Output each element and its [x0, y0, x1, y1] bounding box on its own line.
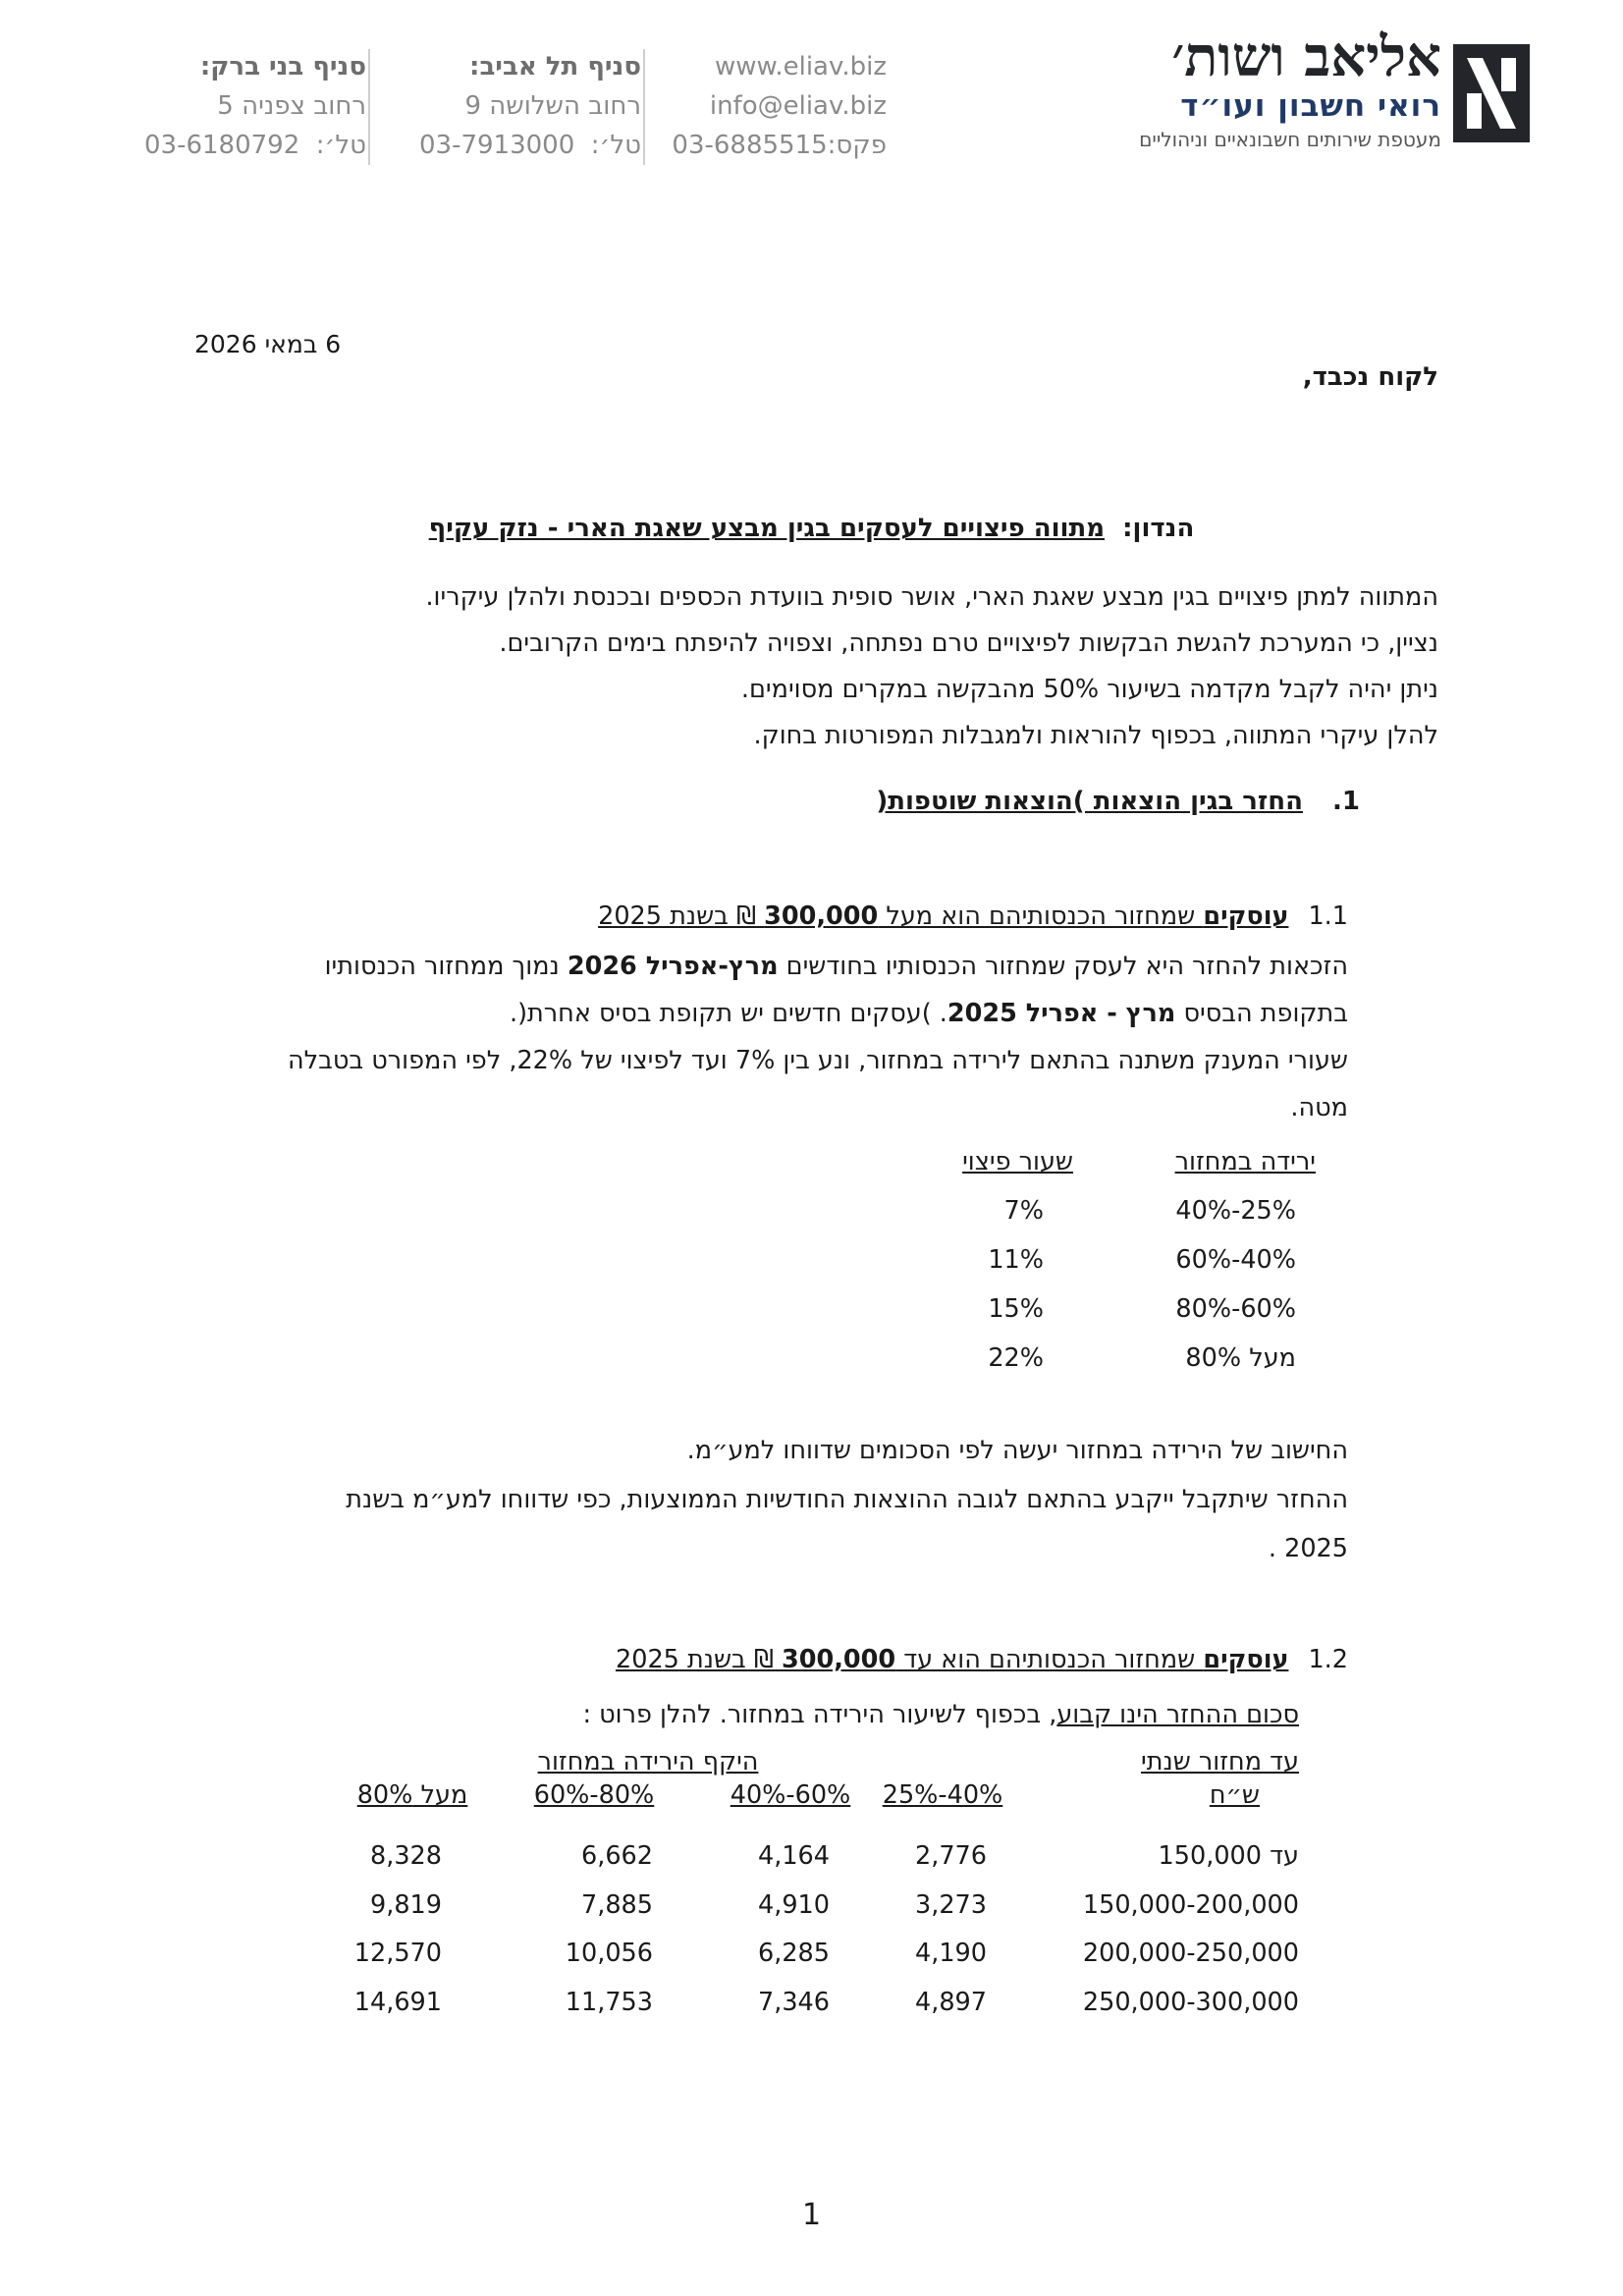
tel-aviv-street: רחוב השלושה 9: [464, 91, 641, 121]
table-cell: 9,819: [369, 1889, 442, 1920]
tel-aviv-phone-line: [419, 126, 641, 165]
table-cell: עד 150,000: [1158, 1841, 1299, 1871]
body-line: 2025 .: [1268, 1534, 1348, 1563]
table-cell: 4,910: [757, 1889, 830, 1920]
table2-col-header: [349, 1778, 476, 1812]
table-cell: 150,000-200,000: [1082, 1889, 1299, 1920]
table-cell: מעל 80%: [1185, 1343, 1296, 1373]
heading-bold: עוסקים: [1203, 1645, 1289, 1674]
table-cell: 40%-60%: [1175, 1245, 1296, 1275]
text: בתקופת הבסיס: [1175, 999, 1348, 1028]
table-cell: 11,753: [565, 1987, 653, 2017]
table1-header: שעור פיצוי: [962, 1147, 1073, 1176]
firm-tagline: מעטפת שירותים חשבונאיים וניהוליים: [1139, 128, 1441, 151]
table-cell: 200,000-250,000: [1082, 1939, 1299, 1968]
contact-divider: [368, 49, 370, 165]
table-cell: 60%-80%: [1175, 1294, 1296, 1324]
table2-turnover-column: [1083, 1832, 1299, 2027]
website-link[interactable]: www.eliav.biz: [714, 52, 887, 82]
subject-line: [0, 511, 1623, 546]
heading-text: ₪ בשנת 2025: [598, 902, 765, 931]
text: הזכאות להחזר היא לעסק שמחזור הכנסותיו בחודשים: [778, 952, 1348, 981]
text: . )עסקים חדשים יש תקופת בסיס אחרת(.: [509, 999, 947, 1028]
tel-aviv-phone: 03-7913000: [419, 131, 575, 160]
contact-bnei-brak: [144, 47, 366, 165]
calculation-notes: [346, 1426, 1348, 1573]
table-cell: 7%: [1003, 1196, 1044, 1226]
bold-text: מרץ - אפריל 2025: [947, 999, 1176, 1028]
body-line: מטה.: [1290, 1093, 1348, 1122]
bnei-brak-branch-title: סניף בני ברק:: [199, 52, 366, 82]
heading-text: שמחזור הכנסותיהם הוא מעל: [878, 902, 1204, 931]
tel-aviv-phone-label: טל׳:: [590, 131, 641, 160]
heading-amount: 300,000: [764, 902, 879, 931]
table2-turnover-header: [1141, 1745, 1299, 1812]
fixed-amount-note: [582, 1697, 1299, 1732]
underlined-text: סכום ההחזר הינו קבוע: [1056, 1700, 1299, 1729]
firm-logo-mark: [1453, 44, 1530, 142]
table2-value-column: [354, 1832, 442, 2027]
subsection-number: 1.2: [1308, 1645, 1348, 1674]
section-title: החזר בגין הוצאות )הוצאות שוטפות(: [876, 787, 1304, 816]
header-text: 60%-80%: [533, 1780, 655, 1810]
bnei-brak-phone-label: טל׳:: [315, 131, 366, 160]
subject-text: מתווה פיצויים לעסקים בגין מבצע שאגת הארי - נזק עקיף: [428, 514, 1106, 543]
table2-value-column: [566, 1832, 653, 2027]
heading-text: שמחזור הכנסותיהם הוא עד: [895, 1645, 1204, 1674]
table-cell: 10,056: [565, 1939, 653, 1968]
subsection-1-1-body: [189, 943, 1348, 1131]
contact-divider: [643, 49, 645, 165]
table-cell: 250,000-300,000: [1082, 1987, 1299, 2017]
table-cell: 2,776: [914, 1841, 987, 1871]
table2-col-header: [879, 1778, 1006, 1812]
header-text: עד מחזור שנתי: [1141, 1747, 1299, 1777]
table1-drop-column: [1119, 1137, 1316, 1383]
table-cell: 25%-40%: [1175, 1196, 1296, 1226]
subsection-number: 1.1: [1308, 902, 1348, 931]
table1-rate-column: [877, 1137, 1073, 1383]
intro-line: ניתן יהיה לקבל מקדמה בשיעור 50% מהבקשה במקרים מסוימים.: [740, 675, 1438, 704]
intro-line: להלן עיקרי המתווה, בכפוף להוראות ולמגבלות המפורטות בחוק.: [753, 721, 1438, 750]
table1-header: ירידה במחזור: [1174, 1147, 1316, 1176]
header-text: ש״ח: [1209, 1780, 1260, 1810]
intro-line: המתווה למתן פיצויים בגין מבצע שאגת הארי, אושר סופית בוועדת הכספים ובכנסת ולהלן עיקריו.: [425, 582, 1438, 612]
body-line: ההחזר שיתקבל ייקבע בהתאם לגובה ההוצאות החודשיות הממוצעות, כפי שדווחו למע״מ בשנת: [346, 1485, 1348, 1514]
table2-col-header: [530, 1778, 658, 1812]
intro-line: נציין, כי המערכת להגשת הבקשות לפיצויים טרם נפתחה, וצפויה להיפתח בימים הקרובים.: [499, 629, 1438, 658]
header-text: 25%-40%: [882, 1780, 1003, 1810]
table-cell: 3,273: [914, 1889, 987, 1920]
table-cell: 22%: [988, 1343, 1044, 1373]
table-cell: 11%: [988, 1245, 1044, 1275]
tel-aviv-branch-title: סניף תל אביב:: [469, 52, 641, 82]
text: , בכפוף לשיעור הירידה במחזור. להלן פרוט :: [582, 1700, 1057, 1729]
firm-name: אליאב ושות׳: [1171, 25, 1441, 89]
email-link[interactable]: info@eliav.biz: [709, 91, 887, 121]
header-text: 40%-60%: [730, 1780, 851, 1810]
table-cell: 4,190: [914, 1939, 987, 1968]
section-number: 1.: [1332, 787, 1360, 816]
body-line: שעורי המענק משתנה בהתאם לירידה במחזור, ונע בין 7% ועד לפיצוי של 22%, לפי המפורט בטבלה: [287, 1046, 1348, 1075]
page-number: 1: [801, 2198, 822, 2232]
contact-online: [672, 47, 887, 165]
header-text: מעל 80%: [356, 1780, 468, 1810]
table-cell: 8,328: [369, 1841, 442, 1871]
table2-group-header: היקף הירידה במחזור: [537, 1747, 759, 1777]
heading-amount: 300,000: [782, 1645, 896, 1674]
table-cell: 4,897: [914, 1987, 987, 2017]
table2-value-column: [758, 1832, 830, 2027]
table-cell: 12,570: [353, 1939, 442, 1968]
subsection-1-2-heading: [616, 1642, 1348, 1677]
greeting: לקוח נכבד,: [1302, 362, 1438, 392]
body-line: החישוב של הירידה במחזור יעשה לפי הסכומים שדווחו למע״מ.: [686, 1436, 1348, 1465]
firm-subtitle: רואי חשבון ועו״ד: [1180, 88, 1441, 124]
bold-text: מרץ-אפריל 2026: [567, 952, 779, 981]
bnei-brak-phone-line: [144, 126, 366, 165]
table-cell: 7,885: [580, 1889, 653, 1920]
table-cell: 7,346: [757, 1987, 830, 2017]
table-cell: 6,285: [757, 1939, 830, 1968]
letter-date: 6 במאי 2026: [194, 330, 342, 358]
bnei-brak-street: רחוב צפניה 5: [217, 91, 366, 121]
subsection-1-1-heading: [598, 899, 1348, 934]
contact-tel-aviv: [419, 47, 641, 165]
fax-number: פקס:03-6885515: [672, 131, 887, 160]
table-cell: 4,164: [757, 1841, 830, 1871]
heading-bold: עוסקים: [1203, 902, 1289, 931]
section-1-heading: [876, 784, 1360, 819]
body-line: [189, 943, 1348, 990]
body-line: [189, 990, 1348, 1037]
table2-value-column: [915, 1832, 987, 2027]
table2-col-header: [727, 1778, 854, 1812]
table-cell: 15%: [988, 1294, 1044, 1324]
intro-paragraph: [425, 574, 1438, 759]
subject-label: הנדון:: [1122, 514, 1195, 543]
heading-text: ₪ בשנת 2025: [616, 1645, 782, 1674]
firm-name-block: [1139, 27, 1441, 153]
bnei-brak-phone: 03-6180792: [144, 131, 300, 160]
text: נמוך ממחזור הכנסותיו: [324, 952, 568, 981]
table-cell: 6,662: [580, 1841, 653, 1871]
table-cell: 14,691: [353, 1987, 442, 2017]
